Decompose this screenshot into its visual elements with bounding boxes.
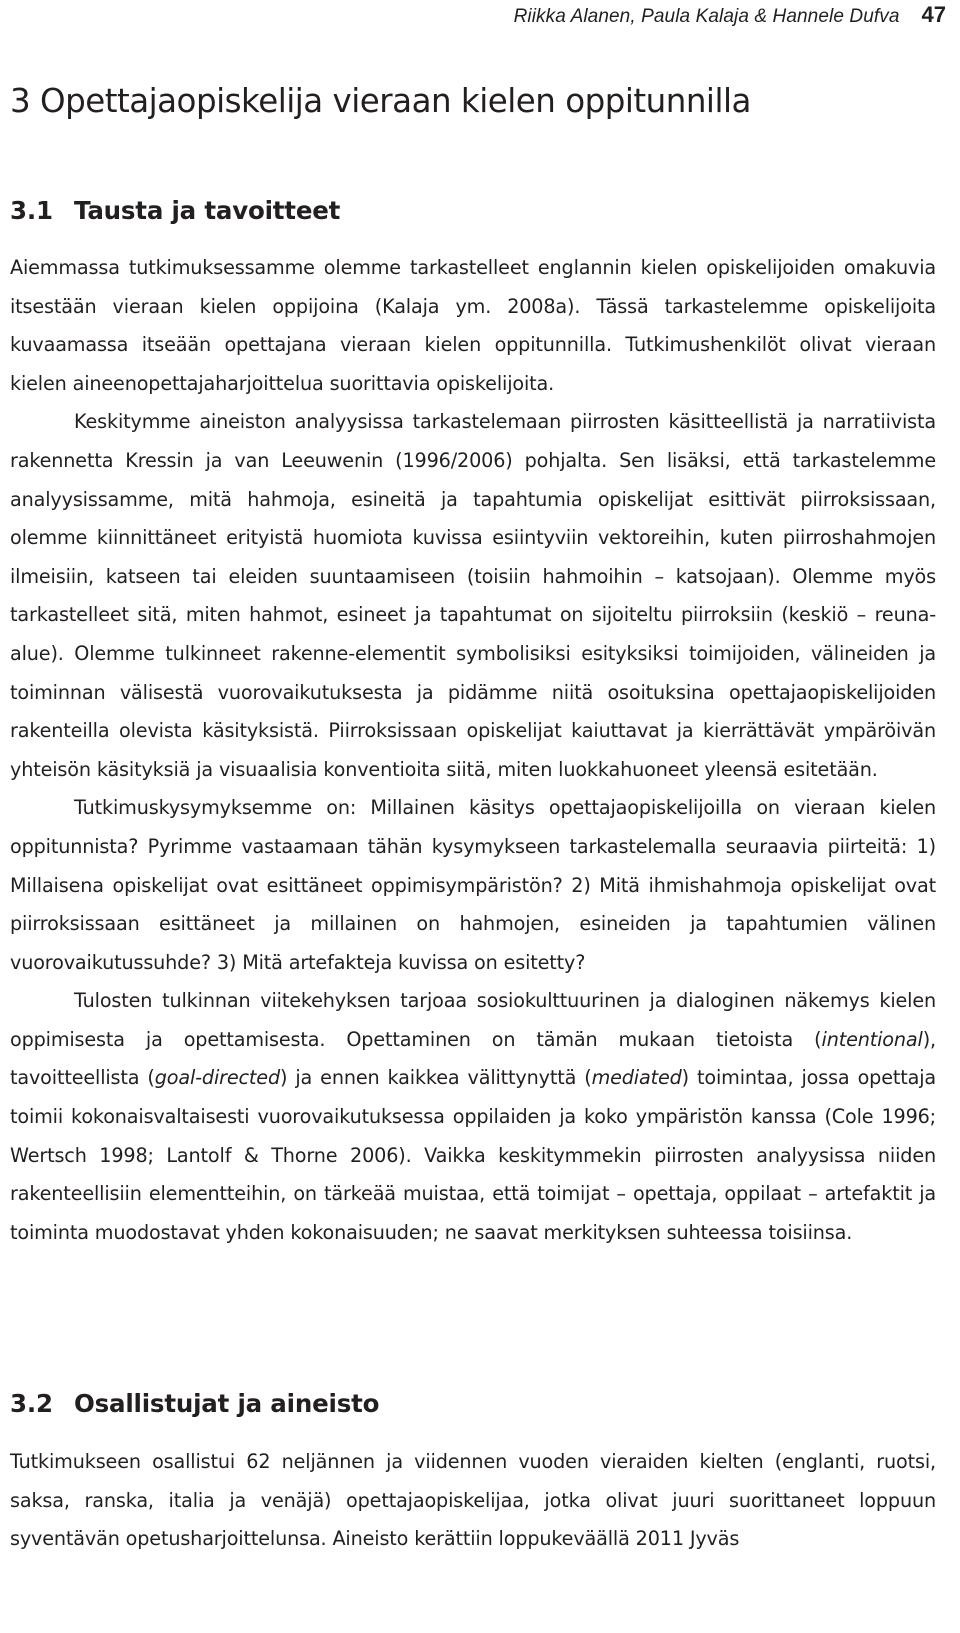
- section-title: Tausta ja tavoitteet: [74, 196, 341, 225]
- section-3-2-body: [10, 1443, 936, 1559]
- section-title: Osallistujat ja aineisto: [74, 1389, 380, 1418]
- paragraph-4-text-2: ), tavoitteellista (: [10, 1027, 936, 1090]
- header-authors: Riikka Alanen, Paula Kalaja & Hannele Dufva: [513, 6, 900, 27]
- term-goal-directed: goal-directed: [154, 1066, 280, 1090]
- section-number: 3.1: [10, 196, 53, 225]
- section-heading-3-2: [10, 1389, 379, 1418]
- paragraph-2: Keskitymme aineiston analyysissa tarkastelemaan piirrosten käsitteellistä ja narratiivista rakennetta Kressin ja van Leeuwenin (1996/2006) pohjalta. Sen lisäksi, että tarkastelemme analyysissamme, mitä hahmoja, esineitä ja tapahtumia opiskelijat esittivät piirroksissaan, olemme kiinnittäneet erityistä huomiota kuvissa esiintyviin vektoreihin, kuten piirroshahmojen ilmeisiin, katseen tai eleiden suuntaamiseen (toisiin hahmoihin – katsojaan). Olemme myös tarkastelleet sitä, miten hahmot, esineet ja tapahtumat on sijoiteltu piirroksiin (keskiö – reuna-alue). Olemme tulkinneet rakenne-elementit symbolisiksi esityksiksi toimijoiden, välineiden ja toiminnan välisestä vuorovaikutuksesta ja pidämme niitä osoituksina opettajaopiskelijoiden rakenteilla olevista käsityksistä. Piirroksissaan opiskelijat kaiuttavat ja kierrättävät ympäröivän yhteisön käsityksiä ja visuaalisia konventioita siitä, miten luokkahuoneet yleensä esitetään.: [10, 410, 936, 781]
- running-header: [514, 2, 946, 30]
- paragraph-5: Tutkimukseen osallistui 62 neljännen ja viidennen vuoden vieraiden kielten (englanti, ruotsi, saksa, ranska, italia ja venäjä) opettajaopiskelijaa, jotka olivat juuri suorittaneet loppuun syventävän opetusharjoittelunsa. Aineisto kerättiin loppukeväällä 2011 Jyväs: [10, 1450, 936, 1551]
- section-3-1-body: [10, 249, 936, 1252]
- paragraph-4-text-3: ) ja ennen kaikkea välittynyttä (: [280, 1066, 592, 1090]
- section-heading-3-1: [10, 196, 340, 225]
- paragraph-4-text-1: Tulosten tulkinnan viitekehyksen tarjoaa sosiokulttuurinen ja dialoginen näkemys kielen oppimisesta ja opettamisesta. Opettaminen on tämän mukaan tietoista (: [10, 989, 936, 1051]
- page-number: 47: [921, 2, 946, 27]
- term-intentional: intentional: [821, 1027, 923, 1051]
- paragraph-4: [10, 982, 936, 1252]
- term-mediated: mediated: [591, 1066, 682, 1090]
- paragraph-1: Aiemmassa tutkimuksessamme olemme tarkastelleet englannin kielen opiskelijoiden omakuvia itsestään vieraan kielen oppijoina (Kalaja ym. 2008a). Tässä tarkastelemme opiskelijoita kuvaamassa itseään opettajana vieraan kielen oppitunnilla. Tutkimushenkilöt olivat vieraan kielen aineenopettajaharjoittelua suorittavia opiskelijoita.: [10, 256, 936, 395]
- chapter-heading: 3 Opettajaopiskelija vieraan kielen oppitunnilla: [10, 82, 751, 120]
- section-number: 3.2: [10, 1389, 53, 1418]
- paragraph-4-text-4: ) toimintaa, jossa opettaja toimii kokonaisvaltaisesti vuorovaikutuksessa oppilaiden ja koko ympäristön kanssa (Cole 1996; Wertsch 1998; Lantolf & Thorne 2006). Vaikka keskitymmekin piirrosten analyysissa niiden rakenteellisiin elementteihin, on tärkeää muistaa, että toimijat – opettaja, oppilaat – artefaktit ja toiminta muodostavat yhden kokonaisuuden; ne saavat merkityksen suhteessa toisiinsa.: [10, 1066, 936, 1244]
- paragraph-3: Tutkimuskysymyksemme on: Millainen käsitys opettajaopiskelijoilla on vieraan kielen oppitunnista? Pyrimme vastaamaan tähän kysymykseen tarkastelemalla seuraavia piirteitä: 1) Millaisena opiskelijat ovat esittäneet oppimisympäristön? 2) Mitä ihmishahmoja opiskelijat ovat piirroksissaan esittäneet ja millainen on hahmojen, esineiden ja tapahtumien välinen vuorovaikutussuhde? 3) Mitä artefakteja kuvissa on esitetty?: [10, 796, 936, 974]
